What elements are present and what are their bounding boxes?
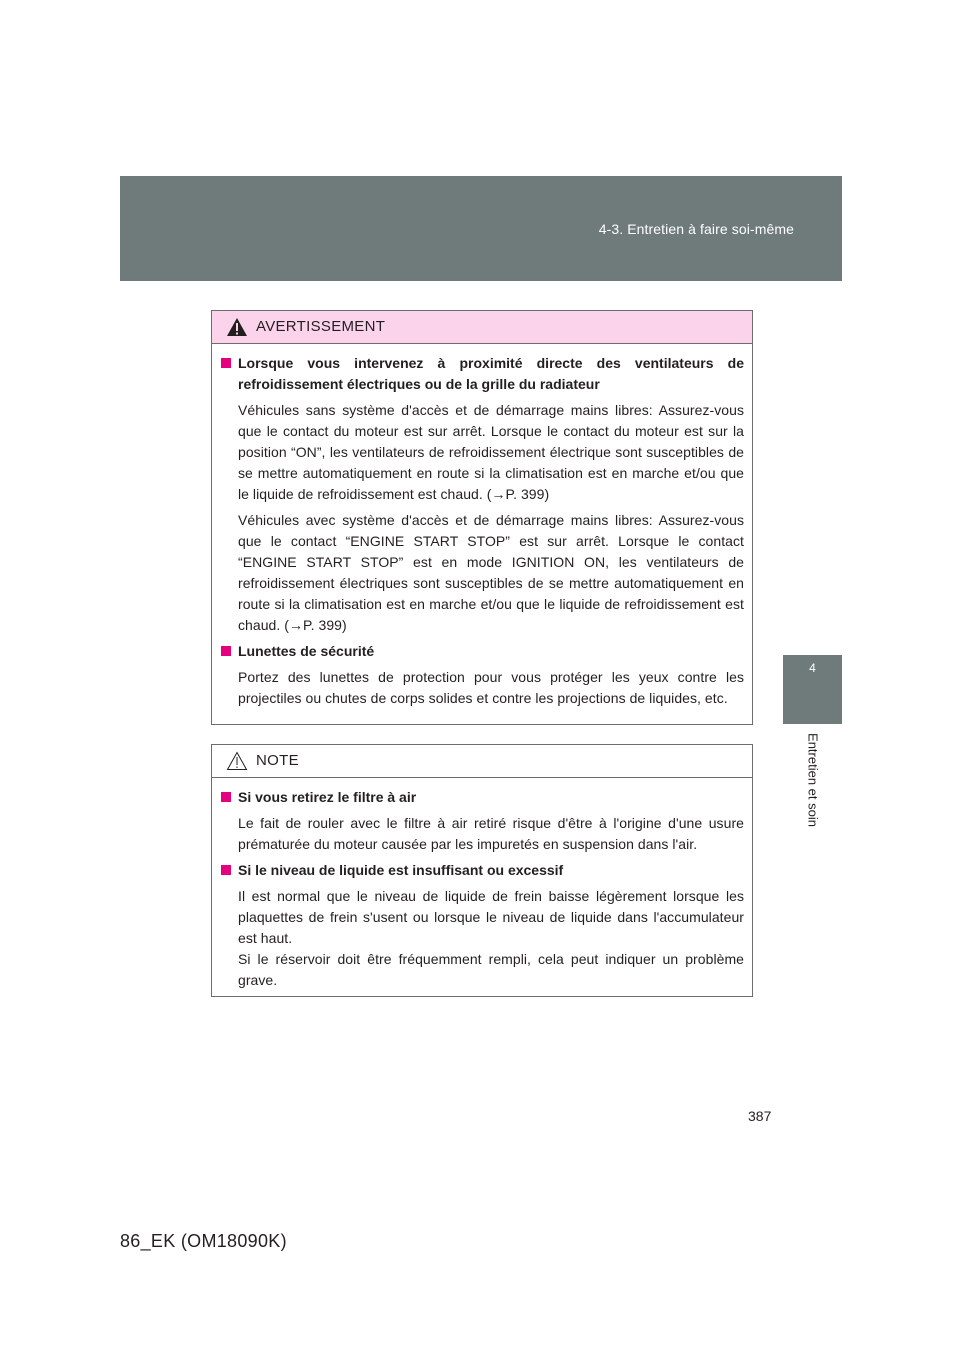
header-band: [120, 176, 842, 281]
warning-paragraph: Véhicules avec système d'accès et de démarrage mains libres: Assurez-vous que le contact “ENGINE START STOP” est sur arrêt. Lorsque le contact “ENGINE START STOP” est en mode IGNITION ON, les ventilateurs de refroidissement électriques sont susceptibles de se mettre automatiquement en route si la climatisation est en marche et/ou que le liquide de refroidissement est chaud. (→P. 399): [238, 512, 744, 633]
warning-triangle-icon: [226, 317, 248, 337]
warning-item-heading: Lorsque vous intervenez à proximité directe des ventilateurs de refroidissement électriques ou de la grille du radiateur: [221, 353, 744, 395]
square-bullet-icon: [221, 792, 231, 802]
chapter-tab: [783, 655, 842, 724]
warning-title: AVERTISSEMENT: [256, 318, 386, 335]
square-bullet-icon: [221, 865, 231, 875]
page-number: 387: [748, 1108, 772, 1124]
note-header: [212, 745, 752, 778]
warning-paragraph: Véhicules sans système d'accès et de démarrage mains libres: Assurez-vous que le contact du moteur est sur arrêt. Lorsque le contact du moteur est sur la position “ON”, les ventilateurs de refroidissement électrique sont susceptibles de se mettre automatiquement en route si la climatisation est en marche et/ou que le liquide de refroidissement est chaud. (→P. 399): [238, 402, 744, 502]
square-bullet-icon: [221, 358, 231, 368]
note-box: [211, 744, 753, 997]
note-title: NOTE: [256, 752, 299, 769]
section-title: 4-3. Entretien à faire soi-même: [598, 221, 794, 237]
warning-box: [211, 310, 753, 725]
chapter-label: Entretien et soin: [805, 733, 821, 827]
warning-header: [212, 311, 752, 344]
caution-triangle-icon: [226, 751, 248, 771]
warning-item-heading: Lunettes de sécurité: [221, 641, 744, 662]
note-item-heading: Si le niveau de liquide est insuffisant ou excessif: [221, 860, 744, 881]
document-code: 86_EK (OM18090K): [120, 1231, 287, 1251]
note-paragraph: Si le réservoir doit être fréquemment rempli, cela peut indiquer un problème grave.: [238, 951, 744, 988]
chapter-number: 4: [809, 661, 816, 675]
warning-paragraph: Portez des lunettes de protection pour vous protéger les yeux contre les projectiles ou chutes de corps solides et contre les projections de liquides, etc.: [238, 669, 744, 706]
note-paragraph: Il est normal que le niveau de liquide de frein baisse légèrement lorsque les plaquettes de frein s'usent ou lorsque le niveau de liquide dans l'accumulateur est haut.: [238, 888, 744, 946]
square-bullet-icon: [221, 646, 231, 656]
note-paragraph: Le fait de rouler avec le filtre à air retiré risque d'être à l'origine d'une usure prématurée du moteur causée par les impuretés en suspension dans l'air.: [238, 815, 744, 852]
note-item-heading: Si vous retirez le filtre à air: [221, 787, 744, 808]
